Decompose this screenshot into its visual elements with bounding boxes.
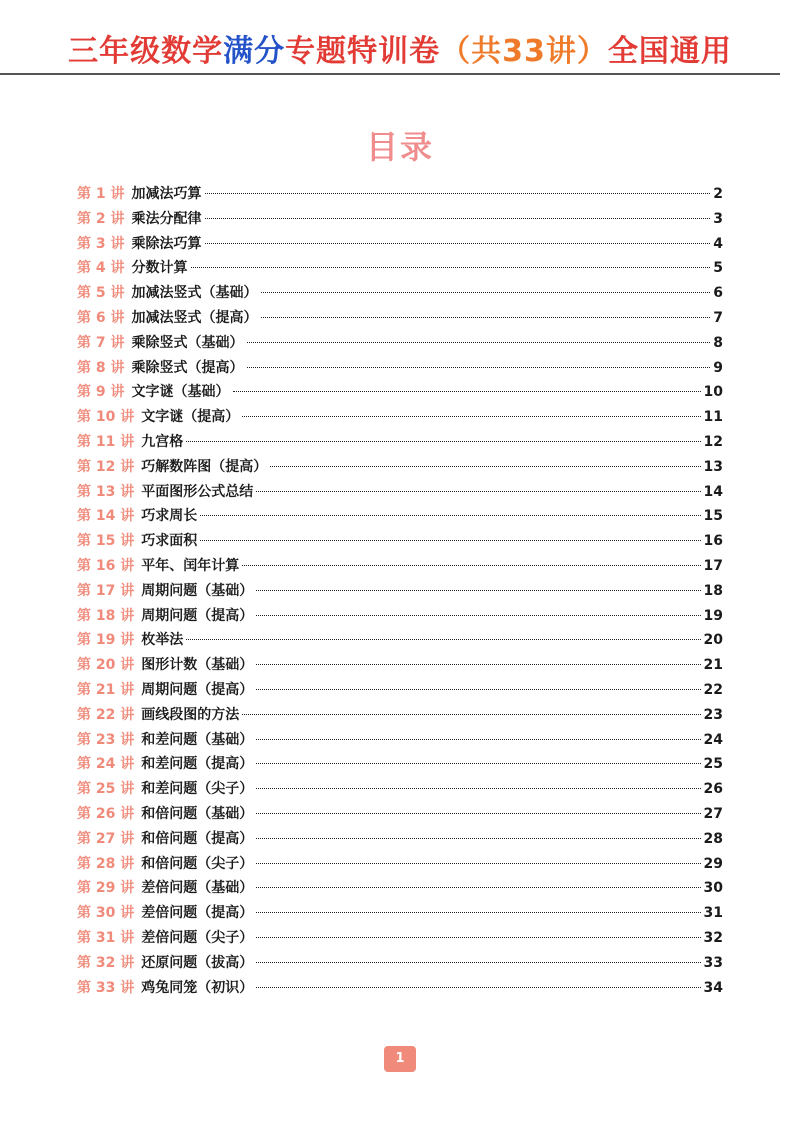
toc-entry-number: 第 1 讲 (77, 186, 125, 202)
toc-dot-leader (256, 788, 700, 789)
toc-dot-leader (256, 987, 700, 988)
toc-dot-leader (247, 342, 711, 343)
toc-entry-title: 和差问题（尖子） (141, 781, 254, 798)
toc-entry[interactable] (77, 926, 723, 951)
toc-entry-page: 16 (703, 533, 723, 550)
toc-entry-number: 第 25 讲 (77, 781, 135, 798)
toc-entry-page: 2 (713, 186, 723, 202)
toc-entry[interactable] (77, 380, 723, 405)
toc-entry[interactable] (77, 951, 723, 976)
toc-dot-leader (256, 739, 700, 740)
toc-dot-leader (256, 664, 700, 665)
toc-entry-number: 第 14 讲 (77, 508, 135, 525)
toc-entry-title: 文字谜（提高） (141, 409, 240, 426)
toc-entry-title: 九宫格 (141, 433, 184, 450)
toc-entry-page: 28 (703, 830, 723, 847)
toc-entry-title: 加减法竖式（基础） (131, 285, 258, 302)
toc-entry-page: 11 (703, 409, 723, 426)
toc-entry-title: 和倍问题（尖子） (141, 855, 254, 872)
toc-entry-page: 22 (703, 681, 723, 698)
table-of-contents (77, 182, 723, 1000)
toc-entry[interactable] (77, 728, 723, 753)
title-segment-scope: 全国通用 (607, 34, 732, 69)
toc-entry-title: 加减法巧算 (131, 186, 202, 202)
toc-entry-number: 第 4 讲 (77, 260, 125, 277)
toc-dot-leader (270, 466, 700, 467)
toc-entry-page: 20 (703, 632, 723, 649)
toc-entry[interactable] (77, 182, 723, 207)
toc-dot-leader (256, 912, 700, 913)
toc-entry[interactable] (77, 356, 723, 381)
toc-entry-page: 31 (703, 905, 723, 922)
toc-dot-leader (256, 491, 700, 492)
title-segment-topic: 专题特训卷 (285, 34, 441, 69)
toc-entry[interactable] (77, 901, 723, 926)
toc-entry-number: 第 3 讲 (77, 235, 125, 252)
toc-entry-title: 乘法分配律 (131, 210, 202, 227)
toc-entry[interactable] (77, 827, 723, 852)
toc-entry[interactable] (77, 430, 723, 455)
toc-entry-page: 26 (703, 781, 723, 798)
toc-dot-leader (256, 615, 700, 616)
toc-entry-title: 和倍问题（提高） (141, 830, 254, 847)
toc-entry-number: 第 2 讲 (77, 210, 125, 227)
toc-entry-title: 加减法竖式（提高） (131, 309, 258, 326)
toc-entry-page: 23 (703, 706, 723, 723)
toc-entry-page: 25 (703, 756, 723, 773)
toc-entry-number: 第 32 讲 (77, 954, 135, 971)
toc-entry[interactable] (77, 331, 723, 356)
toc-dot-leader (186, 441, 700, 442)
toc-entry-page: 30 (703, 880, 723, 897)
toc-entry-number: 第 27 讲 (77, 830, 135, 847)
toc-entry-page: 15 (703, 508, 723, 525)
toc-entry[interactable] (77, 976, 723, 1001)
toc-entry-title: 和差问题（基础） (141, 731, 254, 748)
toc-entry-title: 周期问题（提高） (141, 681, 254, 698)
toc-entry-page: 13 (703, 458, 723, 475)
toc-entry-number: 第 12 讲 (77, 458, 135, 475)
toc-entry-title: 画线段图的方法 (141, 706, 240, 723)
toc-entry[interactable] (77, 405, 723, 430)
toc-entry-number: 第 30 讲 (77, 905, 135, 922)
toc-entry-page: 3 (713, 210, 723, 227)
toc-entry[interactable] (77, 207, 723, 232)
toc-entry-number: 第 17 讲 (77, 582, 135, 599)
toc-dot-leader (186, 639, 700, 640)
toc-entry[interactable] (77, 604, 723, 629)
toc-entry-title: 巧求面积 (141, 533, 198, 550)
toc-entry-title: 文字谜（基础） (131, 384, 230, 401)
page-header (0, 0, 800, 80)
toc-entry-page: 33 (703, 954, 723, 971)
toc-entry-page: 18 (703, 582, 723, 599)
toc-dot-leader (261, 292, 711, 293)
toc-entry-number: 第 6 讲 (77, 309, 125, 326)
toc-entry-number: 第 11 讲 (77, 433, 135, 450)
toc-entry-title: 和倍问题（基础） (141, 805, 254, 822)
toc-dot-leader (261, 317, 711, 318)
toc-entry-page: 17 (703, 557, 723, 574)
title-segment-full-score: 满分 (223, 34, 286, 69)
toc-entry-page: 19 (703, 607, 723, 624)
toc-entry-number: 第 33 讲 (77, 979, 135, 996)
toc-entry[interactable] (77, 455, 723, 480)
toc-entry-title: 平面图形公式总结 (141, 483, 254, 500)
toc-entry-title: 周期问题（提高） (141, 607, 254, 624)
toc-entry[interactable] (77, 579, 723, 604)
toc-entry-title: 乘除竖式（提高） (131, 359, 244, 376)
toc-entry[interactable] (77, 653, 723, 678)
toc-entry-number: 第 5 讲 (77, 285, 125, 302)
toc-entry[interactable] (77, 678, 723, 703)
toc-entry-page: 6 (713, 285, 723, 302)
toc-entry-number: 第 13 讲 (77, 483, 135, 500)
toc-entry-number: 第 24 讲 (77, 756, 135, 773)
toc-entry-page: 8 (713, 334, 723, 351)
toc-entry[interactable] (77, 752, 723, 777)
document-title (0, 26, 800, 70)
toc-entry-page: 10 (703, 384, 723, 401)
toc-entry[interactable] (77, 703, 723, 728)
toc-dot-leader (205, 193, 711, 194)
toc-entry[interactable] (77, 529, 723, 554)
toc-entry[interactable] (77, 777, 723, 802)
toc-entry[interactable] (77, 256, 723, 281)
toc-entry-title: 分数计算 (131, 260, 188, 277)
toc-entry-title: 差倍问题（提高） (141, 905, 254, 922)
toc-entry[interactable] (77, 554, 723, 579)
toc-entry-number: 第 8 讲 (77, 359, 125, 376)
toc-entry-title: 乘除法巧算 (131, 235, 202, 252)
toc-entry-page: 32 (703, 929, 723, 946)
toc-entry-number: 第 18 讲 (77, 607, 135, 624)
toc-dot-leader (256, 863, 700, 864)
toc-dot-leader (205, 218, 711, 219)
toc-entry[interactable] (77, 504, 723, 529)
toc-dot-leader (256, 689, 700, 690)
toc-entry-number: 第 19 讲 (77, 632, 135, 649)
toc-entry-number: 第 16 讲 (77, 557, 135, 574)
toc-entry-title: 枚举法 (141, 632, 184, 649)
toc-entry-title: 乘除竖式（基础） (131, 334, 244, 351)
toc-entry-number: 第 21 讲 (77, 681, 135, 698)
toc-entry[interactable] (77, 232, 723, 257)
toc-dot-leader (205, 243, 711, 244)
toc-entry-page: 24 (703, 731, 723, 748)
toc-entry-page: 4 (713, 235, 723, 252)
page-number-badge: 1 (384, 1046, 416, 1072)
toc-entry-number: 第 26 讲 (77, 805, 135, 822)
toc-dot-leader (200, 540, 700, 541)
toc-entry-page: 14 (703, 483, 723, 500)
toc-dot-leader (256, 962, 700, 963)
toc-entry-number: 第 31 讲 (77, 929, 135, 946)
toc-entry[interactable] (77, 876, 723, 901)
header-divider (0, 73, 780, 75)
toc-entry-number: 第 29 讲 (77, 880, 135, 897)
toc-entry[interactable] (77, 802, 723, 827)
toc-entry-title: 巧求周长 (141, 508, 198, 525)
toc-heading: 目录 (365, 128, 434, 166)
toc-entry-title: 差倍问题（基础） (141, 880, 254, 897)
toc-entry-title: 和差问题（提高） (141, 756, 254, 773)
toc-entry-number: 第 22 讲 (77, 706, 135, 723)
toc-dot-leader (242, 714, 700, 715)
toc-dot-leader (256, 590, 700, 591)
toc-entry-page: 5 (713, 260, 723, 277)
toc-entry-title: 平年、闰年计算 (141, 557, 240, 574)
toc-entry-title: 巧解数阵图（提高） (141, 458, 268, 475)
toc-entry-page: 12 (703, 433, 723, 450)
toc-dot-leader (200, 515, 700, 516)
toc-entry[interactable] (77, 480, 723, 505)
toc-entry[interactable] (77, 628, 723, 653)
toc-entry-page: 29 (703, 855, 723, 872)
toc-entry-title: 还原问题（拔高） (141, 954, 254, 971)
toc-entry-title: 鸡兔同笼（初识） (141, 979, 254, 996)
toc-entry[interactable] (77, 306, 723, 331)
toc-entry-page: 34 (703, 979, 723, 996)
toc-dot-leader (191, 267, 711, 268)
toc-entry-number: 第 15 讲 (77, 533, 135, 550)
title-segment-count: （共33讲） (440, 34, 608, 69)
toc-entry-page: 21 (703, 657, 723, 674)
toc-dot-leader (256, 838, 700, 839)
toc-dot-leader (233, 391, 701, 392)
toc-dot-leader (242, 416, 700, 417)
toc-entry-number: 第 9 讲 (77, 384, 125, 401)
toc-entry-number: 第 10 讲 (77, 409, 135, 426)
toc-dot-leader (256, 937, 700, 938)
toc-dot-leader (256, 887, 700, 888)
toc-entry-number: 第 28 讲 (77, 855, 135, 872)
toc-entry-number: 第 7 讲 (77, 334, 125, 351)
toc-entry-title: 图形计数（基础） (141, 657, 254, 674)
toc-entry-title: 差倍问题（尖子） (141, 929, 254, 946)
toc-entry[interactable] (77, 852, 723, 877)
toc-entry-page: 27 (703, 805, 723, 822)
toc-entry-number: 第 20 讲 (77, 657, 135, 674)
toc-entry-number: 第 23 讲 (77, 731, 135, 748)
toc-dot-leader (242, 565, 700, 566)
toc-dot-leader (256, 763, 700, 764)
toc-entry[interactable] (77, 281, 723, 306)
title-segment-grade: 三年级数学 (68, 34, 224, 69)
toc-entry-page: 9 (713, 359, 723, 376)
toc-dot-leader (256, 813, 700, 814)
toc-entry-page: 7 (713, 309, 723, 326)
toc-dot-leader (247, 367, 711, 368)
toc-entry-title: 周期问题（基础） (141, 582, 254, 599)
